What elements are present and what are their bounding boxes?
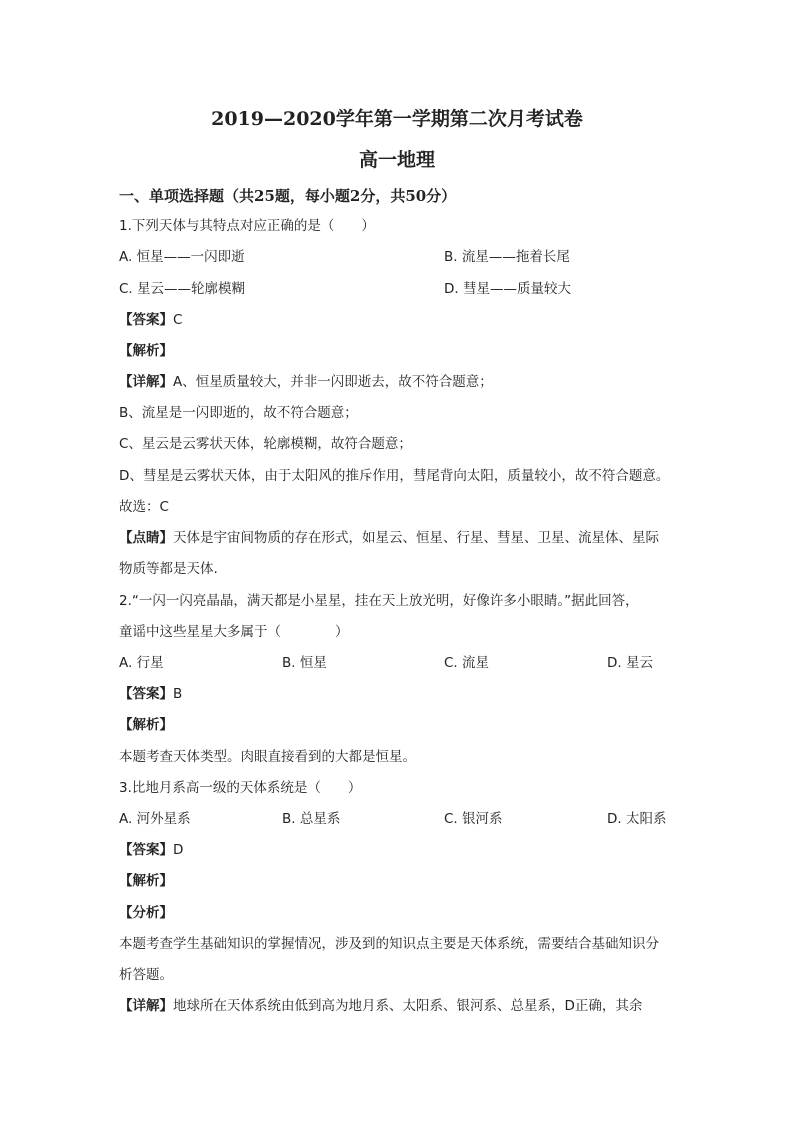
- q3-detail-line: [119, 996, 642, 1016]
- detail-tag: 【详解】: [119, 998, 173, 1014]
- q3-detail-first: 地球所在天体系统由低到高为地月系、太阳系、银河系、总星系，D正确，其余: [173, 998, 643, 1014]
- q3-fenxi-line2: 析答题。: [119, 967, 173, 983]
- q1-detail-c: C、星云是云雾状天体，轮廓模糊，故符合题意；: [119, 436, 412, 452]
- q1-comment-line: [119, 528, 659, 548]
- q3-option-c: C. 银河系: [444, 811, 503, 827]
- q3-option-a: A. 河外星系: [119, 811, 191, 827]
- q1-option-b: B. 流星——拖着长尾: [444, 249, 570, 265]
- q2-stem-line2: 童谣中这些星星大多属于（ ）: [119, 624, 349, 640]
- exam-subject: 高一地理: [358, 149, 435, 171]
- q3-answer-line: [119, 840, 183, 860]
- q1-option-d: D. 彗星——质量较大: [444, 281, 571, 297]
- q1-detail-d: D、彗星是云雾状天体，由于太阳风的推斥作用，彗尾背向太阳，质量较小，故不符合题意。: [119, 468, 670, 484]
- q3-option-b: B. 总星系: [282, 811, 341, 827]
- q2-option-a: A. 行星: [119, 655, 164, 671]
- exam-title: 2019—2020学年第一学期第二次月考试卷: [211, 108, 583, 130]
- q2-stem-line1: 2.“一闪一闪亮晶晶，满天都是小星星，挂在天上放光明，好像许多小眼睛。”据此回答，: [119, 593, 639, 609]
- q1-comment-second: 物质等都是天体.: [119, 561, 218, 577]
- q1-answer-line: [119, 310, 182, 330]
- section-heading: 一、单项选择题（共25题，每小题2分，共50分）: [119, 187, 457, 205]
- q1-analysis-tag: 【解析】: [119, 343, 173, 359]
- q3-answer: D: [173, 842, 184, 858]
- q1-option-a: A. 恒星——一闪即逝: [119, 249, 245, 265]
- answer-tag: 【答案】: [119, 686, 173, 702]
- q3-stem: 3.比地月系高一级的天体系统是（ ）: [119, 780, 362, 796]
- q2-option-d: D. 星云: [607, 655, 653, 671]
- q1-detail-b: B、流星是一闪即逝的，故不符合题意；: [119, 405, 358, 421]
- q3-analysis-tag: 【解析】: [119, 873, 173, 889]
- q1-detail-first: A、恒星质量较大，并非一闪即逝去，故不符合题意；: [173, 374, 493, 390]
- q2-option-c: C. 流星: [444, 655, 490, 671]
- q3-fenxi-line1: 本题考查学生基础知识的掌握情况，涉及到的知识点主要是天体系统，需要结合基础知识分: [119, 936, 659, 952]
- q1-comment-first: 天体是宇宙间物质的存在形式，如星云、恒星、行星、彗星、卫星、流星体、星际: [173, 530, 659, 546]
- q3-option-d: D. 太阳系: [607, 811, 667, 827]
- q2-answer-line: [119, 684, 182, 704]
- q1-stem: 1.下列天体与其特点对应正确的是（ ）: [119, 218, 375, 234]
- q2-analysis-text: 本题考查天体类型。肉眼直接看到的大都是恒星。: [119, 749, 416, 765]
- q2-option-b: B. 恒星: [282, 655, 327, 671]
- q3-fenxi-tag: 【分析】: [119, 905, 173, 921]
- comment-tag: 【点睛】: [119, 530, 173, 546]
- q1-conclusion: 故选：C: [119, 499, 169, 515]
- answer-tag: 【答案】: [119, 312, 173, 328]
- q1-option-c: C. 星云——轮廓模糊: [119, 281, 246, 297]
- q1-answer: C: [173, 312, 183, 328]
- q2-analysis-tag: 【解析】: [119, 717, 173, 733]
- detail-tag: 【详解】: [119, 374, 173, 390]
- answer-tag: 【答案】: [119, 842, 173, 858]
- q2-answer: B: [173, 686, 183, 702]
- q1-detail-line: [119, 372, 493, 392]
